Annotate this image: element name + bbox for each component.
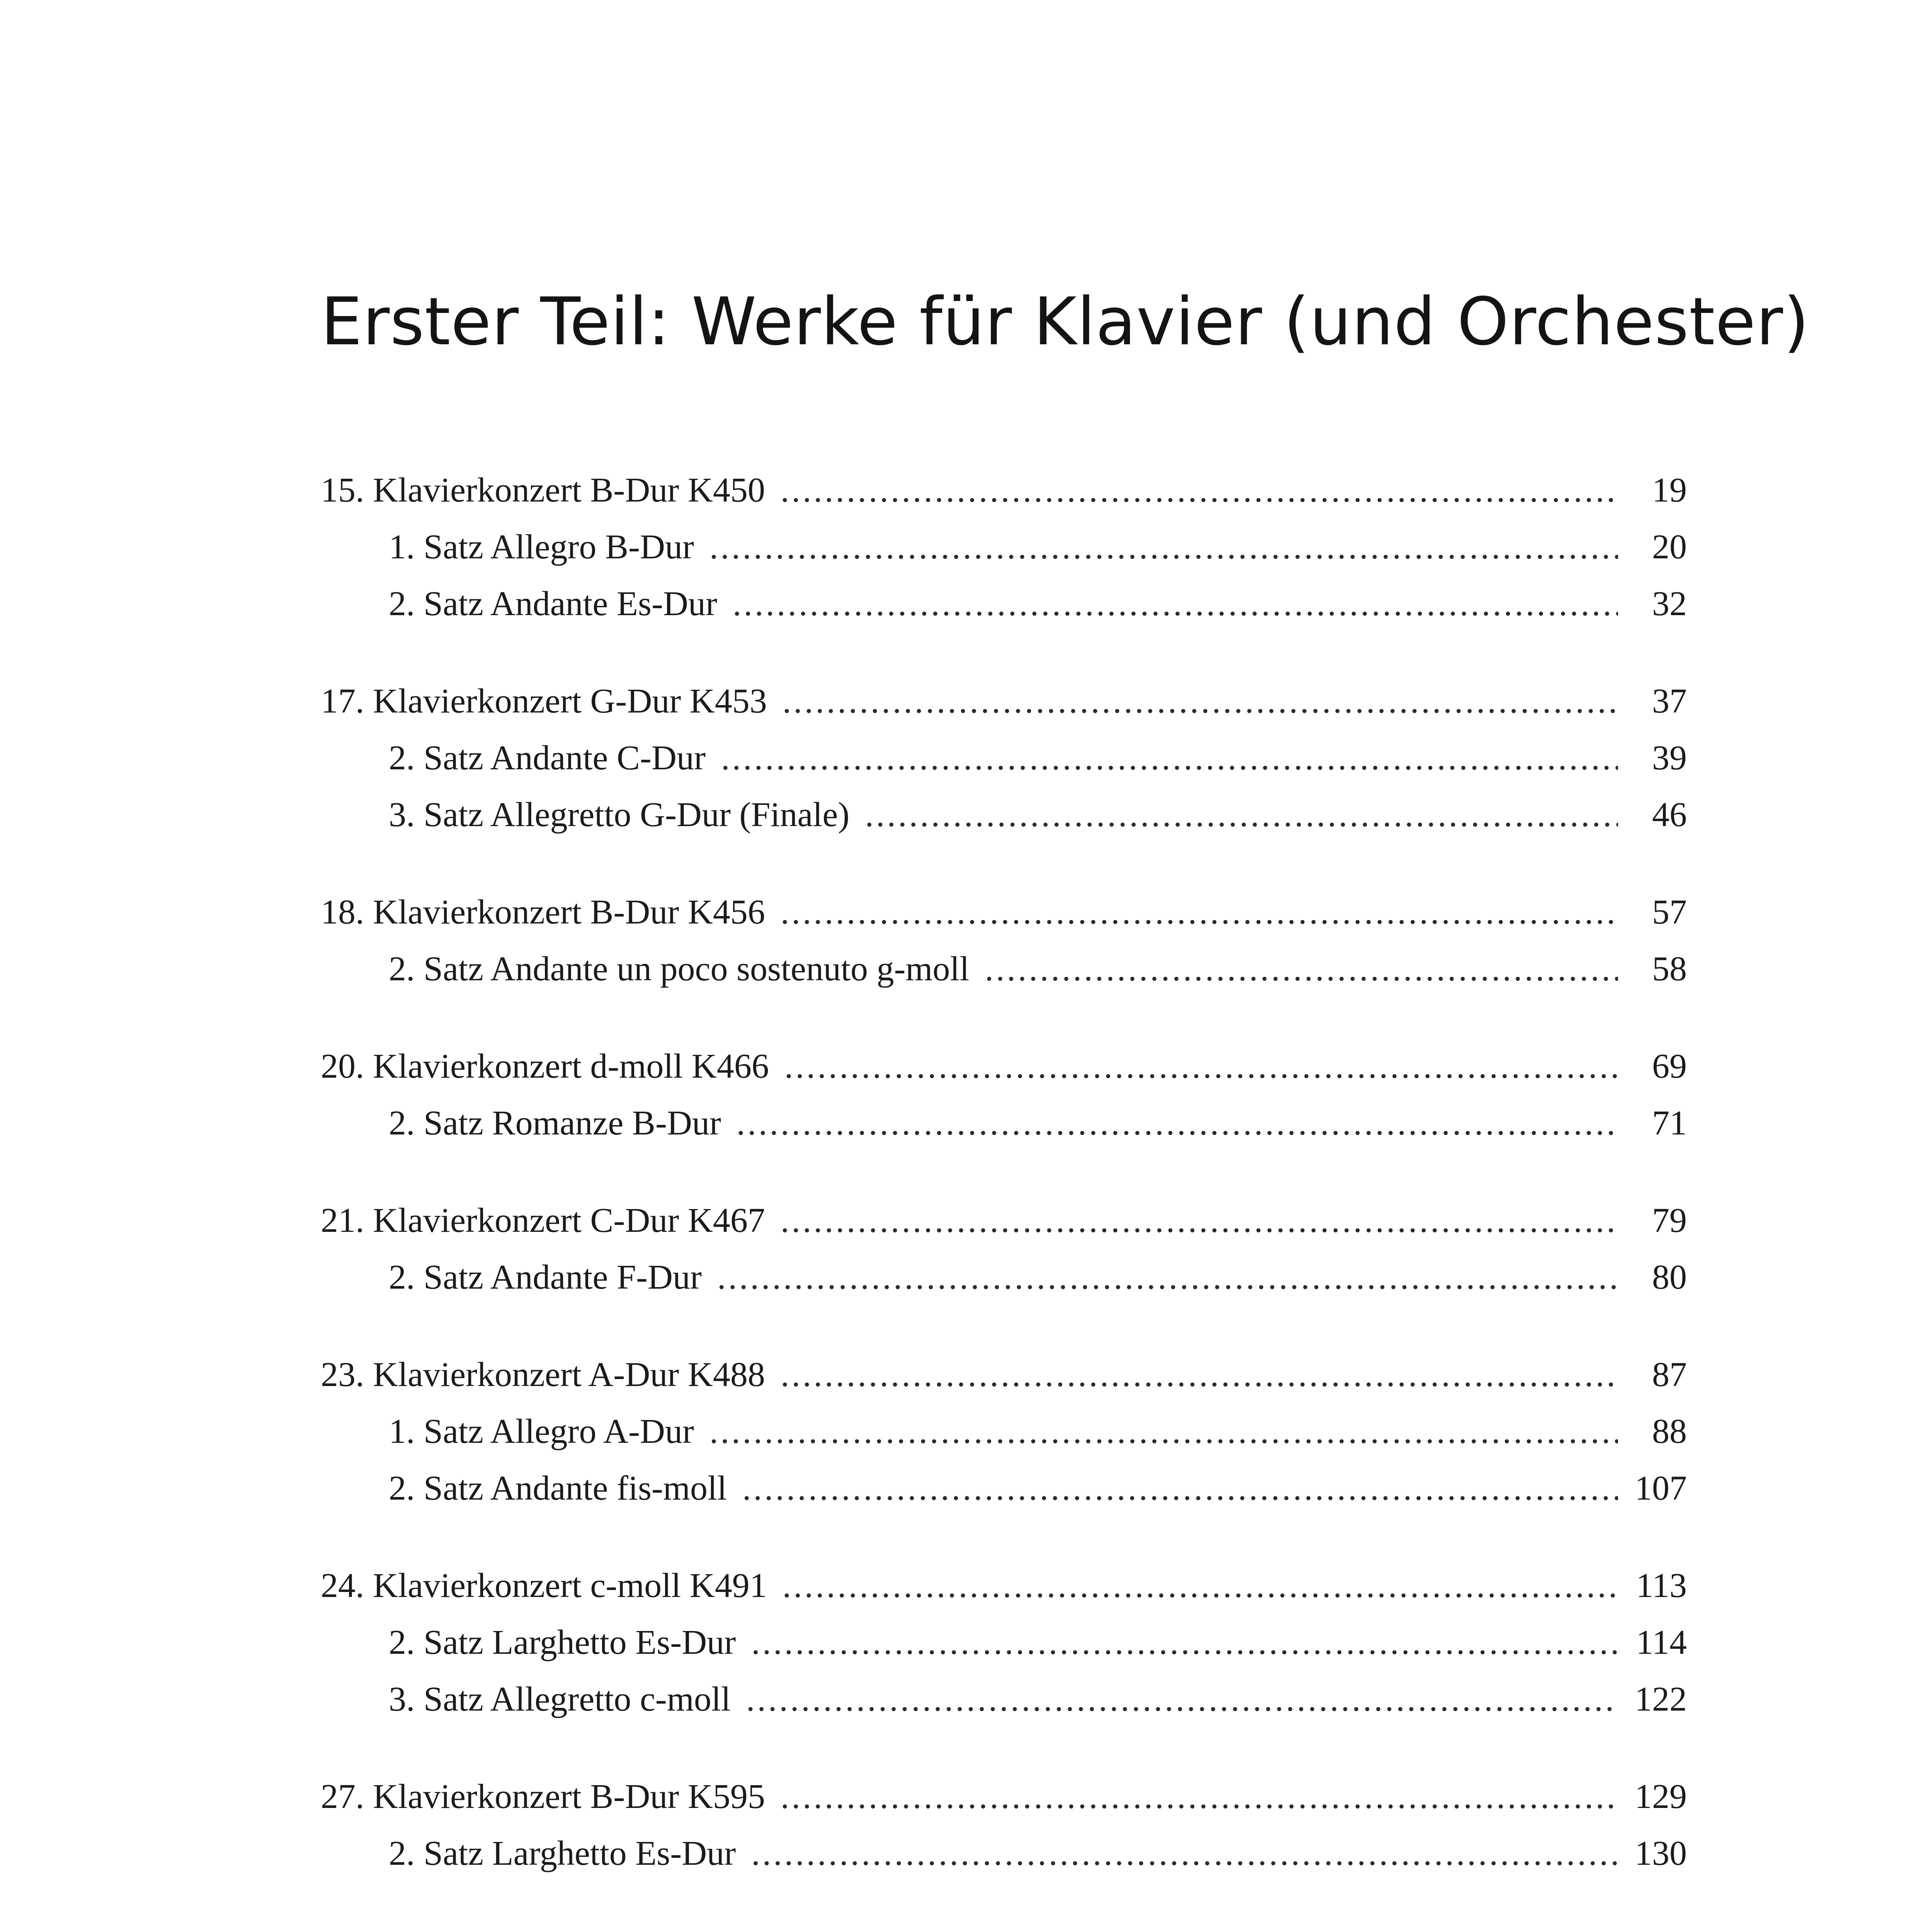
dot-leader <box>781 1346 1618 1403</box>
toc-page-number: 130 <box>1635 1834 1687 1872</box>
toc-entry-title: 24. Klavierkonzert c-moll K491 <box>321 1566 767 1605</box>
toc-subentry-title: 1. Satz Allegro B-Dur <box>389 528 694 566</box>
toc-entry-title: 27. Klavierkonzert B-Dur K595 <box>321 1777 765 1816</box>
toc-entry[interactable] <box>321 1192 1687 1249</box>
dot-leader <box>783 1557 1618 1614</box>
toc-entry[interactable] <box>321 673 1687 730</box>
toc-entry[interactable] <box>321 1346 1687 1403</box>
toc-group <box>321 673 1687 843</box>
toc-page-number: 71 <box>1652 1104 1687 1142</box>
toc-subentry[interactable] <box>321 1825 1687 1882</box>
dot-leader <box>781 884 1618 940</box>
toc-subentry-title: 2. Satz Larghetto Es-Dur <box>389 1623 736 1662</box>
toc-entry-title: 20. Klavierkonzert d-moll K466 <box>321 1047 769 1085</box>
toc-page-number: 39 <box>1652 739 1687 777</box>
toc-subentry[interactable] <box>321 575 1687 632</box>
toc-subentry-title: 2. Satz Andante C-Dur <box>389 739 706 777</box>
toc-page-number: 80 <box>1652 1258 1687 1296</box>
toc-page-number: 58 <box>1652 950 1687 988</box>
toc-subentry-title: 2. Satz Andante Es-Dur <box>389 585 717 623</box>
dot-leader <box>717 1249 1618 1306</box>
dot-leader <box>721 730 1618 786</box>
toc-entry-title: 17. Klavierkonzert G-Dur K453 <box>321 682 767 720</box>
toc-entry-title: 18. Klavierkonzert B-Dur K456 <box>321 893 765 931</box>
toc-entry-title: 23. Klavierkonzert A-Dur K488 <box>321 1355 765 1394</box>
toc-subentry-title: 2. Satz Andante un poco sostenuto g-moll <box>389 950 970 988</box>
toc-page-number: 79 <box>1652 1201 1687 1240</box>
toc-page-number: 113 <box>1636 1566 1687 1605</box>
toc-subentry[interactable] <box>321 1249 1687 1306</box>
toc-subentry[interactable] <box>321 1403 1687 1460</box>
toc-page-number: 19 <box>1652 471 1687 509</box>
toc-group <box>321 1038 1687 1151</box>
toc-subentry-title: 2. Satz Andante F-Dur <box>389 1258 702 1296</box>
dot-leader <box>781 1768 1618 1825</box>
toc-entry-title: 15. Klavierkonzert B-Dur K450 <box>321 471 765 509</box>
table-of-contents <box>321 462 1687 1932</box>
toc-subentry[interactable] <box>321 1671 1687 1728</box>
dot-leader <box>746 1671 1618 1728</box>
toc-subentry[interactable] <box>321 1614 1687 1671</box>
toc-subentry[interactable] <box>321 519 1687 575</box>
toc-page-number: 87 <box>1652 1355 1687 1394</box>
toc-subentry[interactable] <box>321 1460 1687 1517</box>
toc-page-number: 32 <box>1652 585 1687 623</box>
toc-entry[interactable] <box>321 884 1687 940</box>
toc-page-number: 107 <box>1635 1469 1687 1507</box>
page-title: Erster Teil: Werke für Klavier (und Orchester) <box>321 284 1810 360</box>
dot-leader <box>737 1095 1618 1151</box>
toc-subentry-title: 3. Satz Allegretto c-moll <box>389 1680 731 1718</box>
toc-page-number: 88 <box>1652 1412 1687 1451</box>
toc-entry[interactable] <box>321 462 1687 519</box>
dot-leader <box>751 1825 1618 1882</box>
toc-page-number: 57 <box>1652 893 1687 931</box>
dot-leader <box>784 1038 1618 1095</box>
toc-group <box>321 1192 1687 1306</box>
dot-leader <box>710 1403 1618 1460</box>
dot-leader <box>781 1192 1618 1249</box>
toc-page-number: 37 <box>1652 682 1687 720</box>
toc-subentry[interactable] <box>321 730 1687 786</box>
dot-leader <box>710 519 1618 575</box>
toc-entry[interactable] <box>321 1557 1687 1614</box>
toc-group <box>321 1346 1687 1517</box>
dot-leader <box>733 575 1618 632</box>
dot-leader <box>751 1614 1618 1671</box>
toc-entry[interactable] <box>321 1768 1687 1825</box>
dot-leader <box>781 462 1618 519</box>
toc-page-number: 114 <box>1636 1623 1687 1662</box>
toc-entry[interactable] <box>321 1038 1687 1095</box>
toc-subentry-title: 2. Satz Romanze B-Dur <box>389 1104 721 1142</box>
toc-subentry[interactable] <box>321 1095 1687 1151</box>
toc-group <box>321 1557 1687 1728</box>
toc-page-number: 129 <box>1635 1777 1687 1816</box>
toc-group <box>321 1768 1687 1882</box>
dot-leader <box>985 940 1618 997</box>
dot-leader <box>742 1460 1618 1517</box>
toc-page-number: 69 <box>1652 1047 1687 1085</box>
toc-subentry[interactable] <box>321 786 1687 843</box>
toc-subentry-title: 2. Satz Larghetto Es-Dur <box>389 1834 736 1872</box>
toc-page-number: 122 <box>1635 1680 1687 1718</box>
toc-group <box>321 884 1687 997</box>
toc-page-number: 46 <box>1652 796 1687 834</box>
toc-subentry-title: 1. Satz Allegro A-Dur <box>389 1412 694 1451</box>
toc-group <box>321 462 1687 632</box>
toc-entry-title: 21. Klavierkonzert C-Dur K467 <box>321 1201 765 1240</box>
toc-subentry-title: 3. Satz Allegretto G-Dur (Finale) <box>389 796 850 834</box>
toc-page-number: 20 <box>1652 528 1687 566</box>
dot-leader <box>783 673 1618 730</box>
dot-leader <box>865 786 1618 843</box>
toc-subentry[interactable] <box>321 940 1687 997</box>
toc-subentry-title: 2. Satz Andante fis-moll <box>389 1469 727 1507</box>
